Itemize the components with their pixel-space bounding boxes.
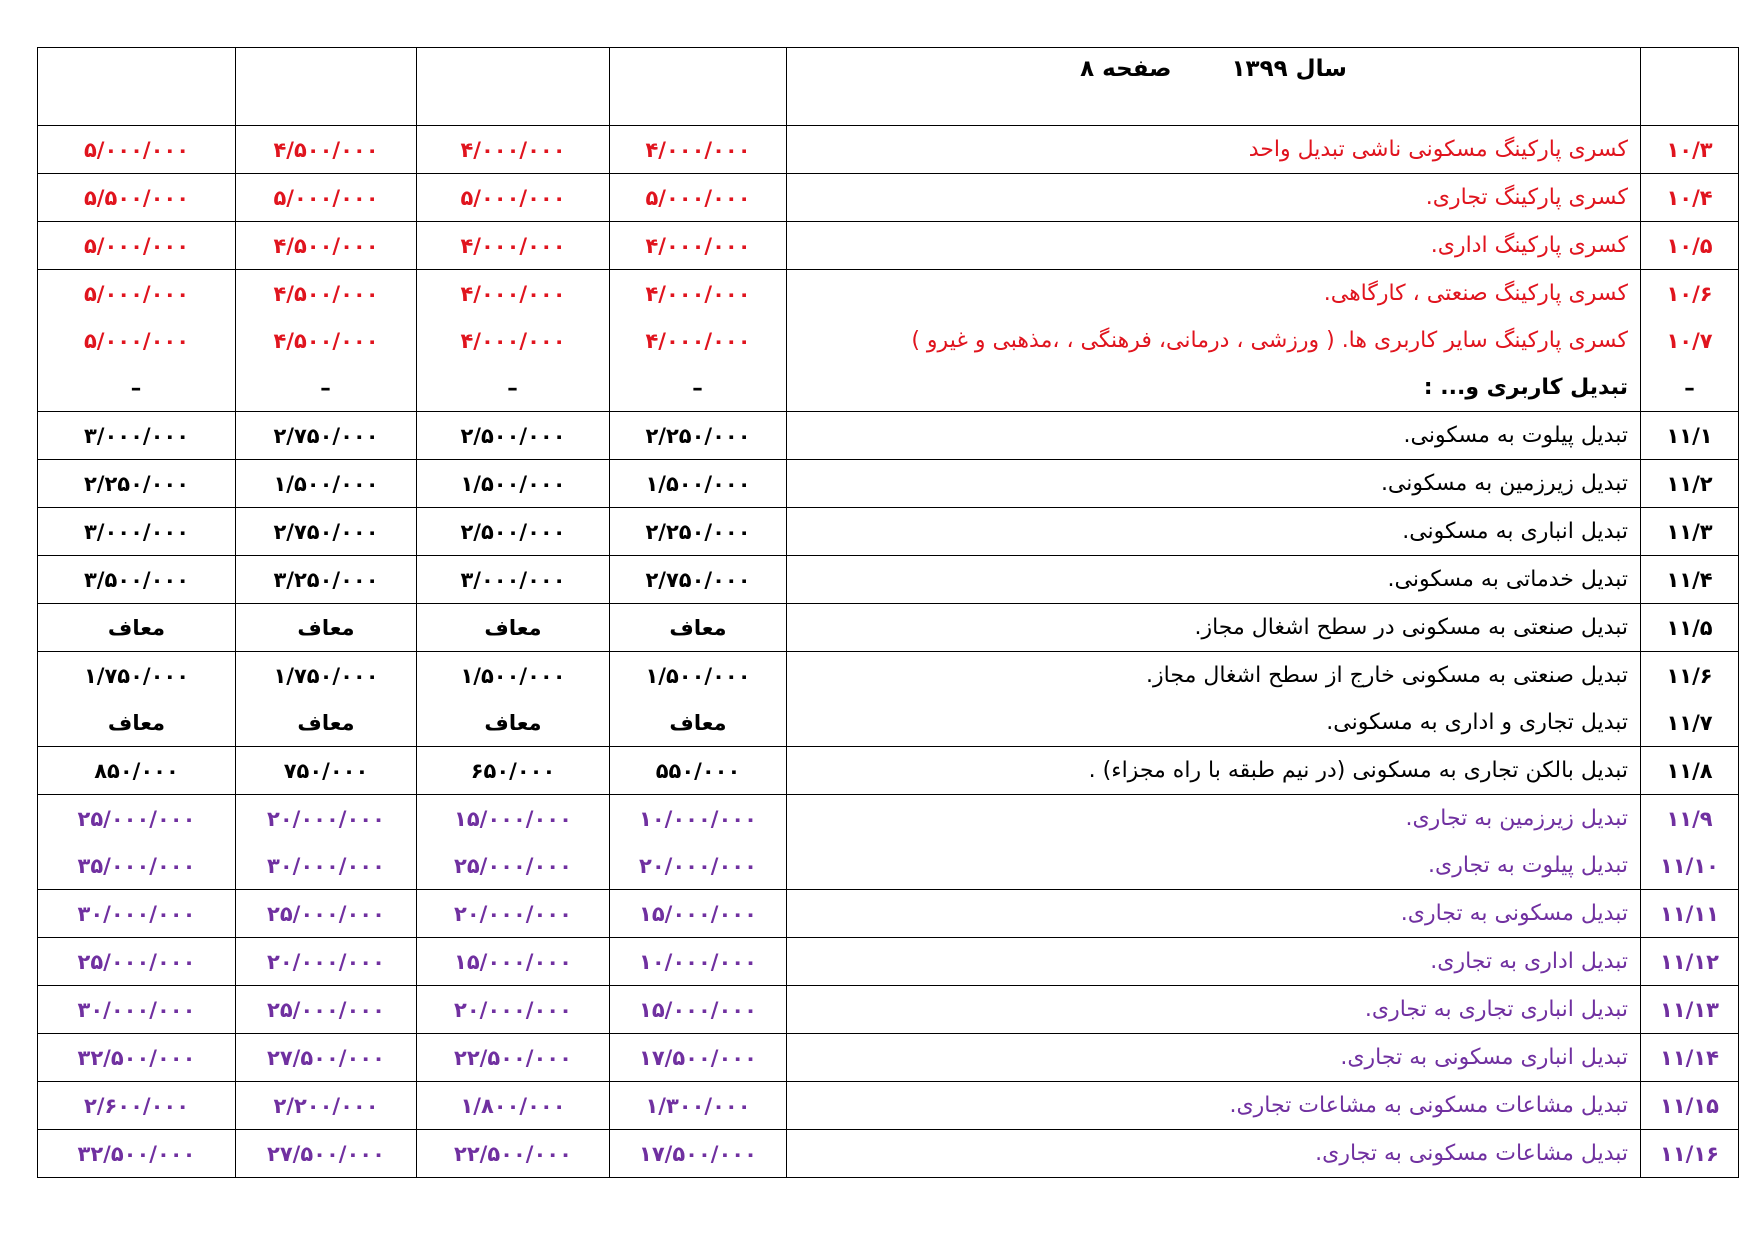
description-cell: تبدیل انباری تجاری به تجاری.: [787, 986, 1641, 1034]
value-cell: ۴/۰۰۰/۰۰۰: [610, 222, 787, 270]
description-cell: تبدیل انباری مسکونی به تجاری.: [787, 1034, 1641, 1082]
code-cell: ۱۱/۱۶: [1641, 1130, 1739, 1178]
description-cell: تبدیل پیلوت به مسکونی.: [787, 412, 1641, 460]
code-cell: ۱۱/۱۲: [1641, 938, 1739, 986]
tariff-sheet: [37, 47, 1738, 1178]
header-row: [38, 48, 1739, 126]
description-cell: کسری پارکینگ تجاری.: [787, 174, 1641, 222]
code-cell: ۱۱/۳: [1641, 508, 1739, 556]
value-cell: ۲۲/۵۰۰/۰۰۰: [417, 1130, 610, 1178]
value-cell: ۱/۳۰۰/۰۰۰: [610, 1082, 787, 1130]
value-cell: ۳۵/۰۰۰/۰۰۰: [38, 842, 236, 890]
value-cell: ۲/۲۵۰/۰۰۰: [38, 460, 236, 508]
header-col-4: [38, 48, 236, 126]
value-cell: ۱۵/۰۰۰/۰۰۰: [610, 890, 787, 938]
value-cell: ۴/۵۰۰/۰۰۰: [236, 222, 417, 270]
value-cell: ۲/۲۵۰/۰۰۰: [610, 412, 787, 460]
value-cell: ۴/۵۰۰/۰۰۰: [236, 317, 417, 364]
value-cell: ۱۷/۵۰۰/۰۰۰: [610, 1034, 787, 1082]
value-cell: ۳/۵۰۰/۰۰۰: [38, 556, 236, 604]
value-cell: ۴/۵۰۰/۰۰۰: [236, 270, 417, 318]
table-row: [38, 174, 1739, 222]
description-cell: کسری پارکینگ سایر کاربری ها. ( ورزشی ، درمانی، فرهنگی ، ،مذهبی و غیرو ): [787, 317, 1641, 364]
value-cell: معاف: [417, 699, 610, 747]
value-cell: ۱۵/۰۰۰/۰۰۰: [417, 938, 610, 986]
value-cell: ۲۵/۰۰۰/۰۰۰: [417, 842, 610, 890]
value-cell: ۳۰/۰۰۰/۰۰۰: [236, 842, 417, 890]
value-cell: معاف: [417, 604, 610, 652]
description-cell: کسری پارکینگ صنعتی ، کارگاهی.: [787, 270, 1641, 318]
value-cell: ۷۵۰/۰۰۰: [236, 747, 417, 795]
value-cell: ۲/۷۵۰/۰۰۰: [236, 508, 417, 556]
code-cell: ۱۱/۱۵: [1641, 1082, 1739, 1130]
value-cell: ۲۰/۰۰۰/۰۰۰: [610, 842, 787, 890]
table-row: [38, 508, 1739, 556]
value-cell: ۳۰/۰۰۰/۰۰۰: [38, 890, 236, 938]
year-label: سال ۱۳۹۹: [1231, 56, 1347, 82]
value-cell: ۵/۰۰۰/۰۰۰: [38, 222, 236, 270]
code-cell: ۱۱/۱۰: [1641, 842, 1739, 890]
value-cell: ۱۰/۰۰۰/۰۰۰: [610, 938, 787, 986]
code-cell: ۱۰/۶: [1641, 270, 1739, 318]
value-cell: ۲/۷۵۰/۰۰۰: [236, 412, 417, 460]
table-row: [38, 938, 1739, 986]
table-row: [38, 556, 1739, 604]
code-cell: –: [1641, 364, 1739, 412]
code-cell: ۱۱/۵: [1641, 604, 1739, 652]
table-row: [38, 412, 1739, 460]
table-row: [38, 986, 1739, 1034]
value-cell: ۲۵/۰۰۰/۰۰۰: [236, 986, 417, 1034]
value-cell: ۱/۵۰۰/۰۰۰: [610, 460, 787, 508]
value-cell: ۲۰/۰۰۰/۰۰۰: [236, 938, 417, 986]
table-row: [38, 270, 1739, 318]
code-cell: ۱۱/۴: [1641, 556, 1739, 604]
description-cell: کسری پارکینگ اداری.: [787, 222, 1641, 270]
value-cell: ۱/۵۰۰/۰۰۰: [236, 460, 417, 508]
value-cell: ۵/۰۰۰/۰۰۰: [236, 174, 417, 222]
description-cell: تبدیل تجاری و اداری به مسکونی.: [787, 699, 1641, 747]
value-cell: ۲/۲۰۰/۰۰۰: [236, 1082, 417, 1130]
description-cell: تبدیل پیلوت به تجاری.: [787, 842, 1641, 890]
code-cell: ۱۰/۳: [1641, 126, 1739, 174]
page-label: صفحه ۸: [1080, 56, 1172, 82]
value-cell: ۲/۵۰۰/۰۰۰: [417, 412, 610, 460]
value-cell: معاف: [610, 604, 787, 652]
value-cell: ۶۵۰/۰۰۰: [417, 747, 610, 795]
value-cell: ۴/۰۰۰/۰۰۰: [417, 126, 610, 174]
value-cell: ۲۵/۰۰۰/۰۰۰: [38, 938, 236, 986]
description-cell: تبدیل اداری به تجاری.: [787, 938, 1641, 986]
code-cell: ۱۰/۴: [1641, 174, 1739, 222]
value-cell: ۵/۰۰۰/۰۰۰: [38, 270, 236, 318]
header-code-cell: [1641, 48, 1739, 126]
table-row: [38, 699, 1739, 747]
description-cell: تبدیل صنعتی به مسکونی خارج از سطح اشغال مجاز.: [787, 652, 1641, 700]
value-cell: ۲۲/۵۰۰/۰۰۰: [417, 1034, 610, 1082]
table-row: [38, 317, 1739, 364]
header-col-2: [417, 48, 610, 126]
table-row: [38, 222, 1739, 270]
description-cell: کسری پارکینگ مسکونی ناشی تبدیل واحد: [787, 126, 1641, 174]
table-row: [38, 1082, 1739, 1130]
value-cell: ۱/۵۰۰/۰۰۰: [417, 652, 610, 700]
description-cell: تبدیل بالکن تجاری به مسکونی (در نیم طبقه با راه مجزاء) .: [787, 747, 1641, 795]
table-row: [38, 842, 1739, 890]
value-cell: ۱۷/۵۰۰/۰۰۰: [610, 1130, 787, 1178]
code-cell: ۱۱/۱: [1641, 412, 1739, 460]
value-cell: –: [38, 364, 236, 412]
description-cell: تبدیل زیرزمین به تجاری.: [787, 795, 1641, 843]
table-row: [38, 747, 1739, 795]
value-cell: معاف: [236, 699, 417, 747]
value-cell: ۳/۰۰۰/۰۰۰: [417, 556, 610, 604]
description-cell: تبدیل صنعتی به مسکونی در سطح اشغال مجاز.: [787, 604, 1641, 652]
header-col-1: [610, 48, 787, 126]
table-row: [38, 652, 1739, 700]
description-cell: تبدیل انباری به مسکونی.: [787, 508, 1641, 556]
tariff-table: [37, 47, 1739, 1178]
value-cell: ۴/۰۰۰/۰۰۰: [417, 270, 610, 318]
value-cell: –: [610, 364, 787, 412]
value-cell: ۲۷/۵۰۰/۰۰۰: [236, 1034, 417, 1082]
value-cell: ۱/۷۵۰/۰۰۰: [38, 652, 236, 700]
value-cell: ۲۰/۰۰۰/۰۰۰: [417, 890, 610, 938]
value-cell: ۲۵/۰۰۰/۰۰۰: [236, 890, 417, 938]
value-cell: ۳/۰۰۰/۰۰۰: [38, 412, 236, 460]
value-cell: ۳۲/۵۰۰/۰۰۰: [38, 1130, 236, 1178]
value-cell: –: [236, 364, 417, 412]
value-cell: –: [417, 364, 610, 412]
value-cell: ۲۰/۰۰۰/۰۰۰: [417, 986, 610, 1034]
value-cell: ۵/۰۰۰/۰۰۰: [38, 126, 236, 174]
value-cell: ۴/۰۰۰/۰۰۰: [417, 317, 610, 364]
code-cell: ۱۱/۶: [1641, 652, 1739, 700]
value-cell: ۸۵۰/۰۰۰: [38, 747, 236, 795]
value-cell: ۳/۲۵۰/۰۰۰: [236, 556, 417, 604]
value-cell: ۱۰/۰۰۰/۰۰۰: [610, 795, 787, 843]
value-cell: ۵/۰۰۰/۰۰۰: [38, 317, 236, 364]
table-row: [38, 890, 1739, 938]
value-cell: ۱۵/۰۰۰/۰۰۰: [610, 986, 787, 1034]
value-cell: ۳۲/۵۰۰/۰۰۰: [38, 1034, 236, 1082]
description-cell: تبدیل مشاعات مسکونی به تجاری.: [787, 1130, 1641, 1178]
code-cell: ۱۱/۹: [1641, 795, 1739, 843]
value-cell: معاف: [38, 699, 236, 747]
table-row: [38, 1034, 1739, 1082]
table-row: [38, 795, 1739, 843]
table-row: [38, 1130, 1739, 1178]
table-row: [38, 604, 1739, 652]
value-cell: ۵۵۰/۰۰۰: [610, 747, 787, 795]
value-cell: ۲۰/۰۰۰/۰۰۰: [236, 795, 417, 843]
value-cell: ۱/۵۰۰/۰۰۰: [610, 652, 787, 700]
value-cell: معاف: [610, 699, 787, 747]
description-cell: تبدیل زیرزمین به مسکونی.: [787, 460, 1641, 508]
description-cell: تبدیل کاربری و... :: [787, 364, 1641, 412]
value-cell: ۲/۶۰۰/۰۰۰: [38, 1082, 236, 1130]
value-cell: ۲۵/۰۰۰/۰۰۰: [38, 795, 236, 843]
value-cell: ۲/۵۰۰/۰۰۰: [417, 508, 610, 556]
code-cell: ۱۱/۸: [1641, 747, 1739, 795]
value-cell: ۲۷/۵۰۰/۰۰۰: [236, 1130, 417, 1178]
code-cell: ۱۱/۱۴: [1641, 1034, 1739, 1082]
value-cell: ۴/۰۰۰/۰۰۰: [610, 317, 787, 364]
value-cell: ۳/۰۰۰/۰۰۰: [38, 508, 236, 556]
value-cell: ۵/۵۰۰/۰۰۰: [38, 174, 236, 222]
description-cell: تبدیل خدماتی به مسکونی.: [787, 556, 1641, 604]
value-cell: ۳۰/۰۰۰/۰۰۰: [38, 986, 236, 1034]
table-row: [38, 364, 1739, 412]
header-col-3: [236, 48, 417, 126]
value-cell: ۱/۵۰۰/۰۰۰: [417, 460, 610, 508]
value-cell: ۱۵/۰۰۰/۰۰۰: [417, 795, 610, 843]
code-cell: ۱۰/۷: [1641, 317, 1739, 364]
value-cell: ۲/۷۵۰/۰۰۰: [610, 556, 787, 604]
description-cell: تبدیل مسکونی به تجاری.: [787, 890, 1641, 938]
value-cell: ۴/۰۰۰/۰۰۰: [417, 222, 610, 270]
description-cell: تبدیل مشاعات مسکونی به مشاعات تجاری.: [787, 1082, 1641, 1130]
value-cell: ۱/۷۵۰/۰۰۰: [236, 652, 417, 700]
code-cell: ۱۱/۲: [1641, 460, 1739, 508]
value-cell: معاف: [38, 604, 236, 652]
value-cell: ۴/۰۰۰/۰۰۰: [610, 270, 787, 318]
code-cell: ۱۱/۱۳: [1641, 986, 1739, 1034]
value-cell: ۵/۰۰۰/۰۰۰: [610, 174, 787, 222]
code-cell: ۱۰/۵: [1641, 222, 1739, 270]
table-row: [38, 126, 1739, 174]
code-cell: ۱۱/۷: [1641, 699, 1739, 747]
table-row: [38, 460, 1739, 508]
value-cell: ۲/۲۵۰/۰۰۰: [610, 508, 787, 556]
value-cell: ۴/۵۰۰/۰۰۰: [236, 126, 417, 174]
header-title-cell: [787, 48, 1641, 126]
code-cell: ۱۱/۱۱: [1641, 890, 1739, 938]
value-cell: معاف: [236, 604, 417, 652]
value-cell: ۵/۰۰۰/۰۰۰: [417, 174, 610, 222]
value-cell: ۱/۸۰۰/۰۰۰: [417, 1082, 610, 1130]
value-cell: ۴/۰۰۰/۰۰۰: [610, 126, 787, 174]
